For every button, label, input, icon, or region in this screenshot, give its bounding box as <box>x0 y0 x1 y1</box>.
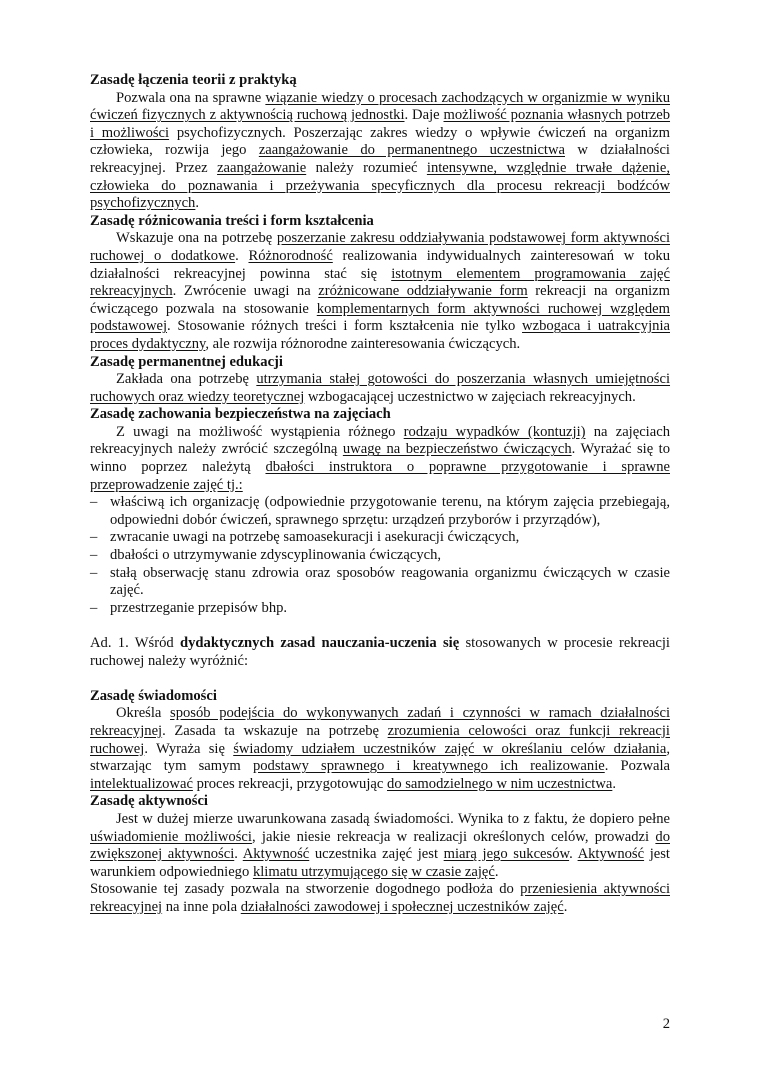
heading-permanentna: Zasadę permanentnej edukacji <box>90 353 283 370</box>
paragraph-bezpieczenstwo: Z uwagi na możliwość wystąpienia różnego rodzaju wypadków (kontuzji) na zajęciach rekreacyjnych należy zwrócić szczególną uwagę na bezpieczeństwo ćwiczących. Wyrażać się to winno poprzez należytą dbałości instruktora o poprawne przygotowanie i sprawne przeprowadzenie zajęć tj.: <box>90 423 671 493</box>
heading-aktywnosc: Zasadę aktywności <box>90 793 208 810</box>
page-number: 2 <box>662 1016 670 1032</box>
paragraph-laczenie: Pozwala ona na sprawne wiązanie wiedzy o procesach zachodzących w organizmie w wyniku ćwiczeń fizycznych z aktywnością ruchową jednostki. Daje możliwość poznania własnych potrzeb i możliwości psychofizycznych. Poszerzając zakres wiedzy o wpływie ćwiczeń na organizm człowieka, rozwija jego zaangażowanie do permanentnego uczestnictwa w działalności rekreacyjnej. Przez zaangażowanie należy rozumieć intensywne, względnie trwałe dążenie, człowieka do poznawania i przeżywania specyficznych dla procesu rekreacji bodźców psychofizycznych. <box>90 89 671 212</box>
list-item: – przestrzeganie przepisów bhp. <box>90 599 288 616</box>
safety-list <box>90 494 670 617</box>
heading-roznicowanie: Zasadę różnicowania treści i form kształcenia <box>90 212 374 229</box>
paragraph-roznicowanie: Wskazuje ona na potrzebę poszerzanie zakresu oddziaływania podstawowej form aktywności ruchowej o dodatkowe. Różnorodność realizowania indywidualnych zainteresowań w toku działalności rekreacyjnej powinna stać się istotnym elementem programowania zajęć rekreacyjnych. Zwrócenie uwagi na zróżnicowane oddziaływanie form rekreacji na organizm ćwiczącego pozwala na stosowanie komplementarnych form aktywności ruchowej względem podstawowej. Stosowanie różnych treści i form kształcenia nie tylko wzbogaca i uatrakcyjnia proces dydaktyczny, ale rozwija różnorodne zainteresowania ćwiczących. <box>90 230 671 352</box>
heading-bezpieczenstwo: Zasadę zachowania bezpieczeństwa na zajęciach <box>90 406 391 423</box>
list-item: – właściwą ich organizację (odpowiednie przygotowanie terenu, na którym zajęcia przebiegają, odpowiedni dobór ćwiczeń, sprawnego sprzętu: urządzeń przyborów i przyrządów), <box>90 494 670 528</box>
list-item: – zwracanie uwagi na potrzebę samoasekuracji i asekuracji ćwiczących, <box>90 529 520 546</box>
paragraph-permanentna: Zakłada ona potrzebę utrzymania stałej gotowości do poszerzania własnych umiejętności ruchowych oraz wiedzy teoretycznej wzbogacającej uczestnictwo w zajęciach rekreacyjnych. <box>90 371 671 405</box>
heading-swiadomosc: Zasadę świadomości <box>90 687 217 704</box>
paragraph-aktywnosc: Jest w dużej mierze uwarunkowana zasadą świadomości. Wynika to z faktu, że dopiero pełne uświadomienie możliwości, jakie niesie rekreacja w realizacji określonych celów, prowadzi do zwiększonej aktywności. Aktywność uczestnika zajęć jest miarą jego sukcesów. Aktywność jest warunkiem odpowiedniego klimatu utrzymującego się w czasie zajęć. <box>90 810 670 880</box>
heading-laczenie: Zasadę łączenia teorii z praktyką <box>90 72 297 88</box>
spacer <box>90 617 670 635</box>
spacer <box>90 670 670 688</box>
list-item: – dbałości o utrzymywanie zdyscyplinowania ćwiczących, <box>90 547 442 564</box>
paragraph-swiadomosc: Określa sposób podejścia do wykonywanych zadań i czynności w ramach działalności rekreacyjnej. Zasada ta wskazuje na potrzebę zrozumienia celowości oraz funkcji rekreacji ruchowej. Wyraża się świadomy udziałem uczestników zajęć w określaniu celów działania, stwarzając tym samym podstawy sprawnego i kreatywnego ich realizowanie. Pozwala intelektualizować proces rekreacji, przygotowując do samodzielnego w nim uczestnictwa. <box>90 705 671 792</box>
list-item: – stałą obserwację stanu zdrowia oraz sposobów reagowania organizmu ćwiczących w czasie zajęć. <box>90 564 670 599</box>
paragraph-intro: Ad. 1. Wśród dydaktycznych zasad nauczania-uczenia się stosowanych w procesie rekreacji ruchowej należy wyróżnić: <box>90 635 670 669</box>
paragraph-aktywnosc-2: Stosowanie tej zasady pozwala na stworzenie dogodnego podłoża do przeniesienia aktywności rekreacyjnej na inne pola działalności zawodowej i społecznej uczestników zajęć. <box>90 881 670 915</box>
